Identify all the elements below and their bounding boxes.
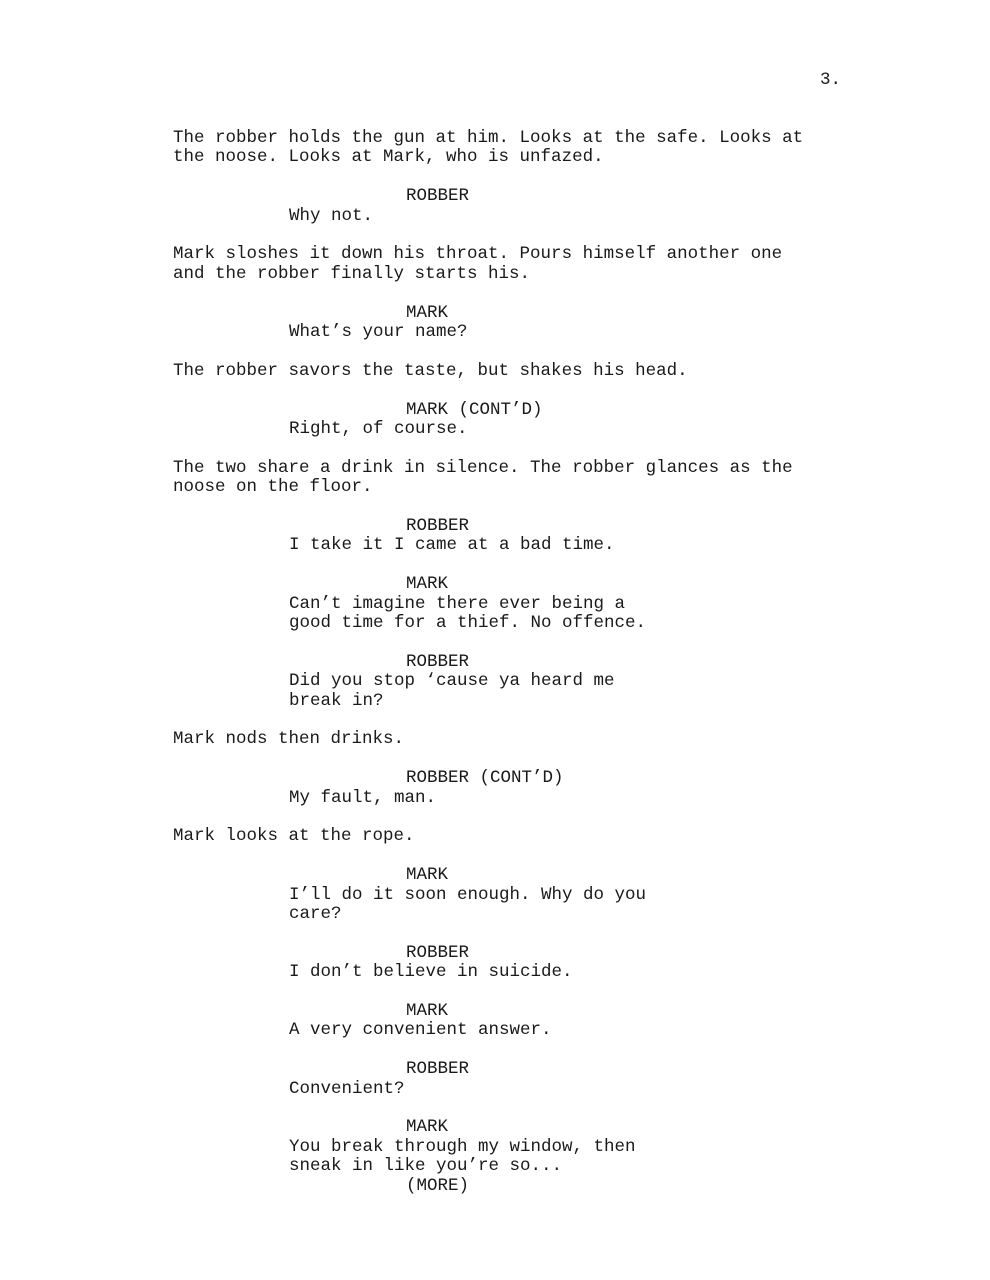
action-line: Mark nods then drinks.	[173, 729, 405, 750]
dialogue-text: Right, of course.	[289, 419, 468, 440]
dialogue-block	[173, 187, 873, 226]
dialogue-block	[173, 944, 873, 983]
character-name: ROBBER (CONT’D)	[406, 768, 564, 789]
dialogue-text: I’ll do it soon enough. Why do you care?	[289, 884, 647, 925]
dialogue-block	[173, 304, 873, 343]
dialogue-block	[173, 401, 873, 440]
action-line: The two share a drink in silence. The robber glances as the noose on the floor.	[173, 457, 793, 498]
dialogue-block	[173, 517, 873, 556]
page-number: 3.	[820, 70, 842, 90]
dialogue-text: I take it I came at a bad time.	[289, 535, 615, 556]
character-name: MARK	[406, 1117, 449, 1138]
script-body	[173, 129, 873, 1215]
dialogue-text: A very convenient answer.	[289, 1020, 552, 1041]
dialogue-block	[173, 1118, 873, 1196]
dialogue-text: You break through my window, then sneak in like you’re so...	[289, 1136, 636, 1177]
character-name: ROBBER	[406, 942, 470, 963]
dialogue-block	[173, 866, 873, 924]
dialogue-block	[173, 769, 873, 808]
character-name: ROBBER	[406, 1059, 470, 1080]
dialogue-text: Why not.	[289, 205, 374, 226]
dialogue-text: I don’t believe in suicide.	[289, 962, 573, 983]
character-name: MARK	[406, 1001, 449, 1022]
character-name: MARK	[406, 865, 449, 886]
character-name: ROBBER	[406, 651, 470, 672]
dialogue-block	[173, 1002, 873, 1041]
dialogue-text: Convenient?	[289, 1078, 405, 1099]
character-name: MARK (CONT’D)	[406, 399, 543, 420]
action-line: The robber holds the gun at him. Looks at the safe. Looks at the noose. Looks at Mark, who is unfazed.	[173, 128, 804, 168]
action-line: The robber savors the taste, but shakes his head.	[173, 360, 688, 381]
dialogue-block	[173, 1060, 873, 1099]
dialogue-text: What’s your name?	[289, 322, 468, 343]
dialogue-text: Did you stop ‘cause ya heard me break in?	[289, 671, 615, 711]
more-continuation: (MORE)	[406, 1175, 470, 1196]
character-name: ROBBER	[406, 186, 470, 207]
character-name: MARK	[406, 302, 449, 323]
dialogue-text: My fault, man.	[289, 787, 437, 808]
action-line: Mark looks at the rope.	[173, 826, 415, 847]
dialogue-text: Can’t imagine there ever being a good time for a thief. No offence.	[289, 593, 647, 634]
dialogue-block	[173, 653, 873, 711]
dialogue-block	[173, 575, 873, 633]
character-name: ROBBER	[406, 516, 470, 537]
character-name: MARK	[406, 574, 449, 595]
action-line: Mark sloshes it down his throat. Pours himself another one and the robber finally starts his.	[173, 244, 783, 284]
